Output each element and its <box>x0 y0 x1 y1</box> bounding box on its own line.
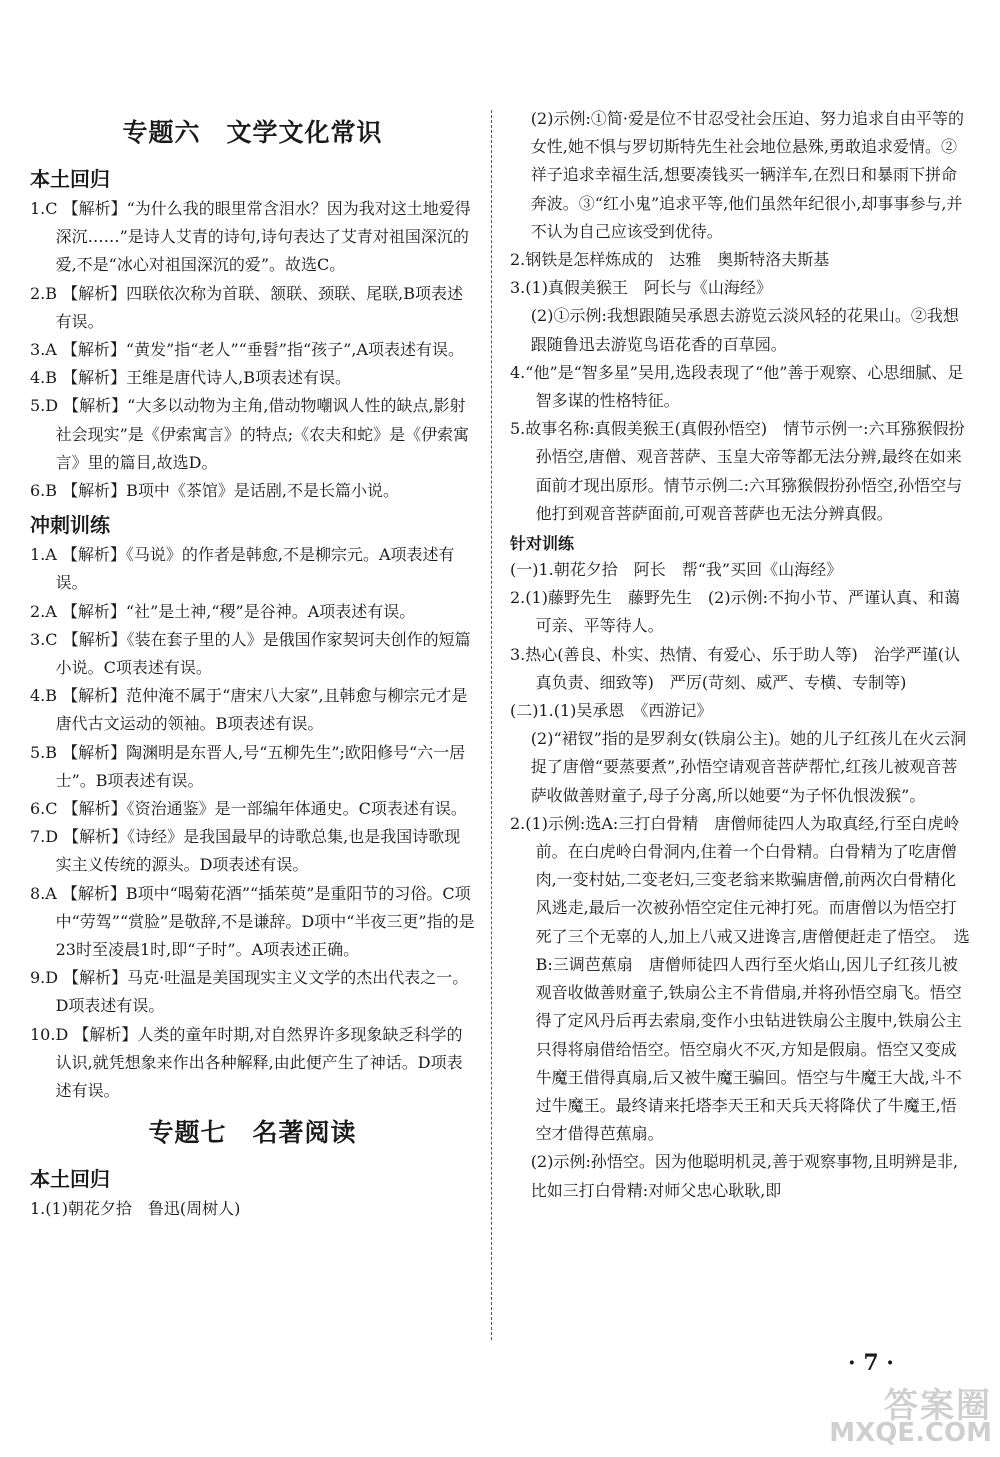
answer-list-local-review <box>30 195 475 505</box>
watermark <box>822 1378 992 1450</box>
answer-item: (二)1.(1)吴承恩 《西游记》 <box>510 701 713 721</box>
answer-item: 2.钢铁是怎样炼成的 达雅 奥斯特洛夫斯基 <box>510 250 830 270</box>
right-column <box>510 105 970 1205</box>
answer-item: 2.B 【解析】四联依次称为首联、颔联、颈联、尾联,B项表述有误。 <box>30 283 463 331</box>
answer-item: 1.A 【解析】《马说》的作者是韩愈,不是柳宗元。A项表述有误。 <box>30 545 455 593</box>
answer-item: 6.C 【解析】《资治通鉴》是一部编年体通史。C项表述有误。 <box>30 799 467 819</box>
answer-item: (2)①示例:我想跟随吴承恩去游览云淡风轻的花果山。②我想跟随鲁迅去游览鸟语花香的百草园。 <box>530 306 959 354</box>
answer-item: 10.D 【解析】人类的童年时期,对自然界许多现象缺乏科学的认识,就凭想象来作出各种解释,由此便产生了神话。D项表述有误。 <box>30 1024 463 1101</box>
answer-item: 6.B 【解析】B项中《茶馆》是话剧,不是长篇小说。 <box>30 481 399 501</box>
answer-item: 2.(1)示例:选A:三打白骨精 唐僧师徒四人为取真经,行至白虎岭前。在白虎岭白骨洞内,住着一个白骨精。白骨精为了吃唐僧肉,一变村姑,二变老妇,三变老翁来欺骗唐僧,前两次白骨精化风逃走,最后一次被孙悟空定住元神打死。而唐僧以为悟空打死了三个无辜的人,加上八戒又进谗言,唐僧便赶走了悟空。 选B:三调芭蕉扇 唐僧师徒四人西行至火焰山,因儿子红孩儿被观音收做善财童子,铁扇公主不肯借扇,并将孙悟空扇飞。悟空得了定风丹后再去索扇,变作小虫钻进铁扇公主腹中,铁扇公主只得将扇借给悟空。悟空扇火不灭,方知是假扇。悟空又变成牛魔王借得真扇,后又被牛魔王骗回。悟空与牛魔王大战,斗不过牛魔王。最终请来托塔李天王和天兵天将降伏了牛魔王,悟空才借得芭蕉扇。 <box>510 813 970 1144</box>
answer-item: 5.故事名称:真假美猴王(真假孙悟空) 情节示例一:六耳猕猴假扮孙悟空,唐僧、观音菩萨、玉皇大帝等都无法分辨,最终在如来面前才现出原形。情节示例二:六耳猕猴假扮孙悟空,孙悟空与他打到观音菩萨面前,可观音菩萨也无法分辨真假。 <box>510 419 965 523</box>
answer-item: 1.C 【解析】“为什么我的眼里常含泪水？因为我对这土地爱得深沉……”是诗人艾青的诗句,诗句表达了艾青对祖国深沉的爱,不是“冰心对祖国深沉的爱”。故选C。 <box>30 199 471 275</box>
section-heading-local-review-2: 本土回归 <box>30 1167 110 1192</box>
answer-item: 3.C 【解析】《装在套子里的人》是俄国作家契诃夫创作的短篇小说。C项表述有误。 <box>30 629 471 678</box>
answer-item: 8.A 【解析】B项中“喝菊花酒”“插茱萸”是重阳节的习俗。C项中“劳驾”“赏脸”是敬辞,不是谦辞。D项中“半夜三更”指的是23时至凌晨1时,即“子时”。A项表述正确。 <box>30 883 475 960</box>
answer-item: 2.A 【解析】“社”是土神,“稷”是谷神。A项表述有误。 <box>30 601 416 621</box>
answer-list-sprint-training <box>30 541 475 1105</box>
answer-item: 2.(1)藤野先生 藤野先生 (2)示例:不拘小节、严谨认真、和蔼可亲、平等待人。 <box>510 588 960 636</box>
watermark-url: MXQE.COM <box>829 1418 992 1448</box>
answer-item: 3.A 【解析】“黄发”指“老人”“垂髫”指“孩子”,A项表述有误。 <box>30 340 464 360</box>
answer-item: 9.D 【解析】马克·吐温是美国现实主义文学的杰出代表之一。D项表述有误。 <box>30 968 469 1016</box>
answer-item: (一)1.朝花夕拾 阿长 帮“我”买回《山海经》 <box>510 560 843 580</box>
section-heading-targeted-training: 针对训练 <box>510 534 575 554</box>
topic-six-title: 专题六 文学文化常识 <box>122 118 383 147</box>
answer-item: 5.D 【解析】“大多以动物为主角,借动物嘲讽人性的缺点,影射社会现实”是《伊索寓言》的特点;《农夫和蛇》是《伊索寓言》里的篇目,故选D。 <box>30 396 470 472</box>
answer-item: (2)示例:①简·爱是位不甘忍受社会压迫、努力追求自由平等的女性,她不惧与罗切斯特先生社会地位悬殊,勇敢追求爱情。②祥子追求幸福生活,想要凑钱买一辆洋车,在烈日和暴雨下拼命奔波。③“红小鬼”追求平等,他们虽然年纪很小,却事事参与,并不认为自己应该受到优待。 <box>530 109 964 241</box>
answer-item: 1.(1)朝花夕拾 鲁迅(周树人) <box>30 1199 241 1219</box>
section-heading-local-review: 本土回归 <box>30 167 110 191</box>
section-heading-sprint-training: 冲刺训练 <box>30 513 110 538</box>
left-column <box>30 105 475 1224</box>
column-divider <box>491 110 492 1340</box>
answer-item: 3.(1)真假美猴王 阿长与《山海经》 <box>510 278 772 298</box>
answer-item: 4.B 【解析】范仲淹不属于“唐宋八大家”,且韩愈与柳宗元才是唐代古文运动的领袖。B项表述有误。 <box>30 686 468 734</box>
answer-item: (2)“裙钗”指的是罗刹女(铁扇公主)。她的儿子红孩儿在火云洞捉了唐僧“要蒸要煮”,孙悟空请观音菩萨帮忙,红孩儿被观音菩萨收做善财童子,母子分离,所以她要“为子怀仇恨泼猴”。 <box>530 729 967 805</box>
answer-item: 5.B 【解析】陶渊明是东晋人,号“五柳先生”;欧阳修号“六一居士”。B项表述有误。 <box>30 742 466 790</box>
answer-item: (2)示例:孙悟空。因为他聪明机灵,善于观察事物,且明辨是非,比如三打白骨精:对师父忠心耿耿,即 <box>530 1152 959 1200</box>
answer-item: 4.B 【解析】王维是唐代诗人,B项表述有误。 <box>30 368 351 388</box>
topic-seven-title: 专题七 名著阅读 <box>148 1118 357 1148</box>
answer-item: 4.“他”是“智多星”吴用,选段表现了“他”善于观察、心思细腻、足智多谋的性格特征。 <box>510 362 964 411</box>
page-number: · 7 · <box>848 1350 894 1376</box>
answer-item: 7.D 【解析】《诗经》是我国最早的诗歌总集,也是我国诗歌现实主义传统的源头。D项表述有误。 <box>30 827 461 875</box>
watermark-logo: 答案圈 <box>884 1386 992 1426</box>
answer-item: 3.热心(善良、朴实、热情、有爱心、乐于助人等) 治学严谨(认真负责、细致等) 严厉(苛刻、威严、专横、专制等) <box>510 644 960 692</box>
